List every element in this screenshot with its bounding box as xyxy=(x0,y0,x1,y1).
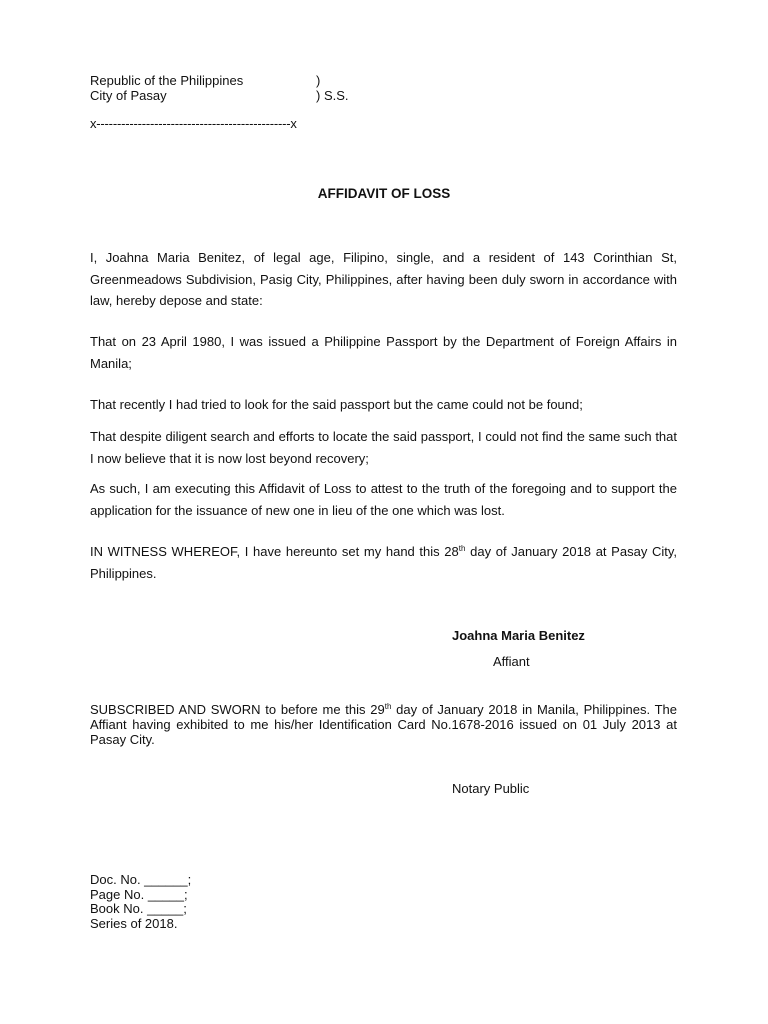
venue-row-country xyxy=(90,73,321,88)
venue-block xyxy=(90,73,349,103)
venue-divider: x-----------------------------------------------x xyxy=(90,116,297,131)
record-doc-no: Doc. No. ______; xyxy=(90,872,192,887)
paragraph-witness xyxy=(90,541,677,584)
witness-text-end: day of January 2018 at Pasay City, Philippines. xyxy=(90,544,678,581)
jurat-text-end: day of January 2018 in Manila, Philippines. The Affiant having exhibited to me his/her Identification Card No.1678-2016 issued on 01 July 2013 at Pasay City. xyxy=(90,702,677,747)
affiant-name: Joahna Maria Benitez xyxy=(452,628,585,643)
notarial-records xyxy=(90,873,191,931)
witness-text-start: IN WITNESS WHEREOF, I have hereunto set my hand this 28 xyxy=(90,544,459,559)
venue-ss: ) S.S. xyxy=(316,88,349,103)
document-title: AFFIDAVIT OF LOSS xyxy=(317,186,451,201)
paragraph-search: That despite diligent search and efforts to locate the said passport, I could not find the same such that I now believe that it is now lost beyond recovery; xyxy=(90,429,677,466)
record-page-no: Page No. _____; xyxy=(90,886,188,902)
record-book-no: Book No. _____; xyxy=(90,901,187,916)
venue-city: City of Pasay xyxy=(90,88,167,103)
witness-ordinal: th xyxy=(458,544,466,553)
notary-public-label: Notary Public xyxy=(452,781,530,796)
venue-country: Republic of the Philippines xyxy=(90,73,244,88)
venue-bracket: ) xyxy=(316,73,321,88)
venue-row-city xyxy=(90,88,349,103)
jurat-paragraph xyxy=(90,702,677,747)
paragraph-tried: That recently I had tried to look for the said passport but the came could not be found; xyxy=(90,397,583,412)
jurat-text-start: SUBSCRIBED AND SWORN to before me this 29 xyxy=(90,702,385,717)
paragraph-intro: I, Joahna Maria Benitez, of legal age, Filipino, single, and a resident of 143 Corinthian St, Greenmeadows Subdivision, Pasig City, Philippines, after having been duly sworn in accordance with law, hereby depose and state: xyxy=(90,250,677,308)
record-series: Series of 2018. xyxy=(90,915,178,931)
paragraph-issued: That on 23 April 1980, I was issued a Philippine Passport by the Department of Foreign Affairs in Manila; xyxy=(90,334,677,371)
paragraph-executing: As such, I am executing this Affidavit of Loss to attest to the truth of the foregoing and to support the application for the issuance of new one in lieu of the one which was lost. xyxy=(90,481,677,518)
jurat-ordinal: th xyxy=(384,702,392,711)
affiant-label: Affiant xyxy=(493,654,530,669)
